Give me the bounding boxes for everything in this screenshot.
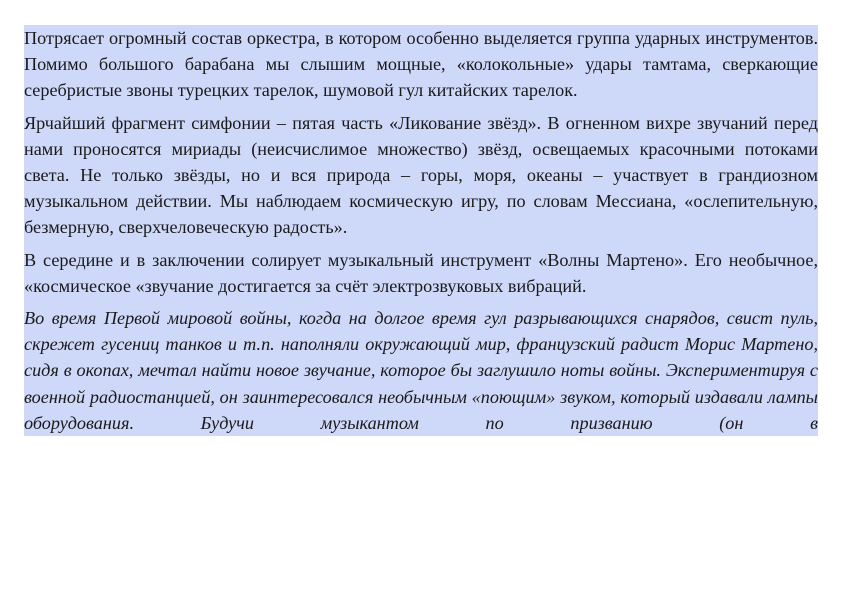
paragraph-ondes-martenot: В середине и в заключении солирует музыкальный инструмент «Волны Мартено». Его необычное, «космическое «звучание достигается за счёт электрозвуковых вибраций. (24, 249, 818, 296)
paragraph-martenot-history: Во время Первой мировой войны, когда на долгое время гул разрывающихся снарядов, свист пуль, скрежет гусениц танков и т.п. наполняли окружающий мир, французский радист Морис Мартено, сидя в окопах, мечтал найти новое звучание, которое бы заглушило ноты войны. Экспериментируя с военной радиостанцией, он заинтересовался необычным «поющим» звуком, который издавали лампы оборудования. Будучи музыкантом по призванию (он в (24, 308, 818, 433)
highlighted-text-block (24, 25, 818, 436)
paragraph-stars-jubilation: Ярчайший фрагмент симфонии – пятая часть «Ликование звёзд». В огненном вихре звучаний перед нами проносятся мириады (неисчислимое множество) звёзд, освещаемых красочными потоками света. Не только звёзды, но и вся природа – горы, моря, океаны – участвует в грандиозном музыкальном действии. Мы наблюдаем космическую игру, по словам Мессиана, «ослепительную, безмерную, сверхчеловеческую радость». (24, 112, 818, 238)
paragraph-orchestra: Потрясает огромный состав оркестра, в котором особенно выделяется группа ударных инструментов. Помимо большого барабана мы слышим мощные, «колокольные» удары тамтама, сверкающие серебристые звоны турецких тарелок, шумовой гул китайских тарелок. (24, 28, 818, 101)
